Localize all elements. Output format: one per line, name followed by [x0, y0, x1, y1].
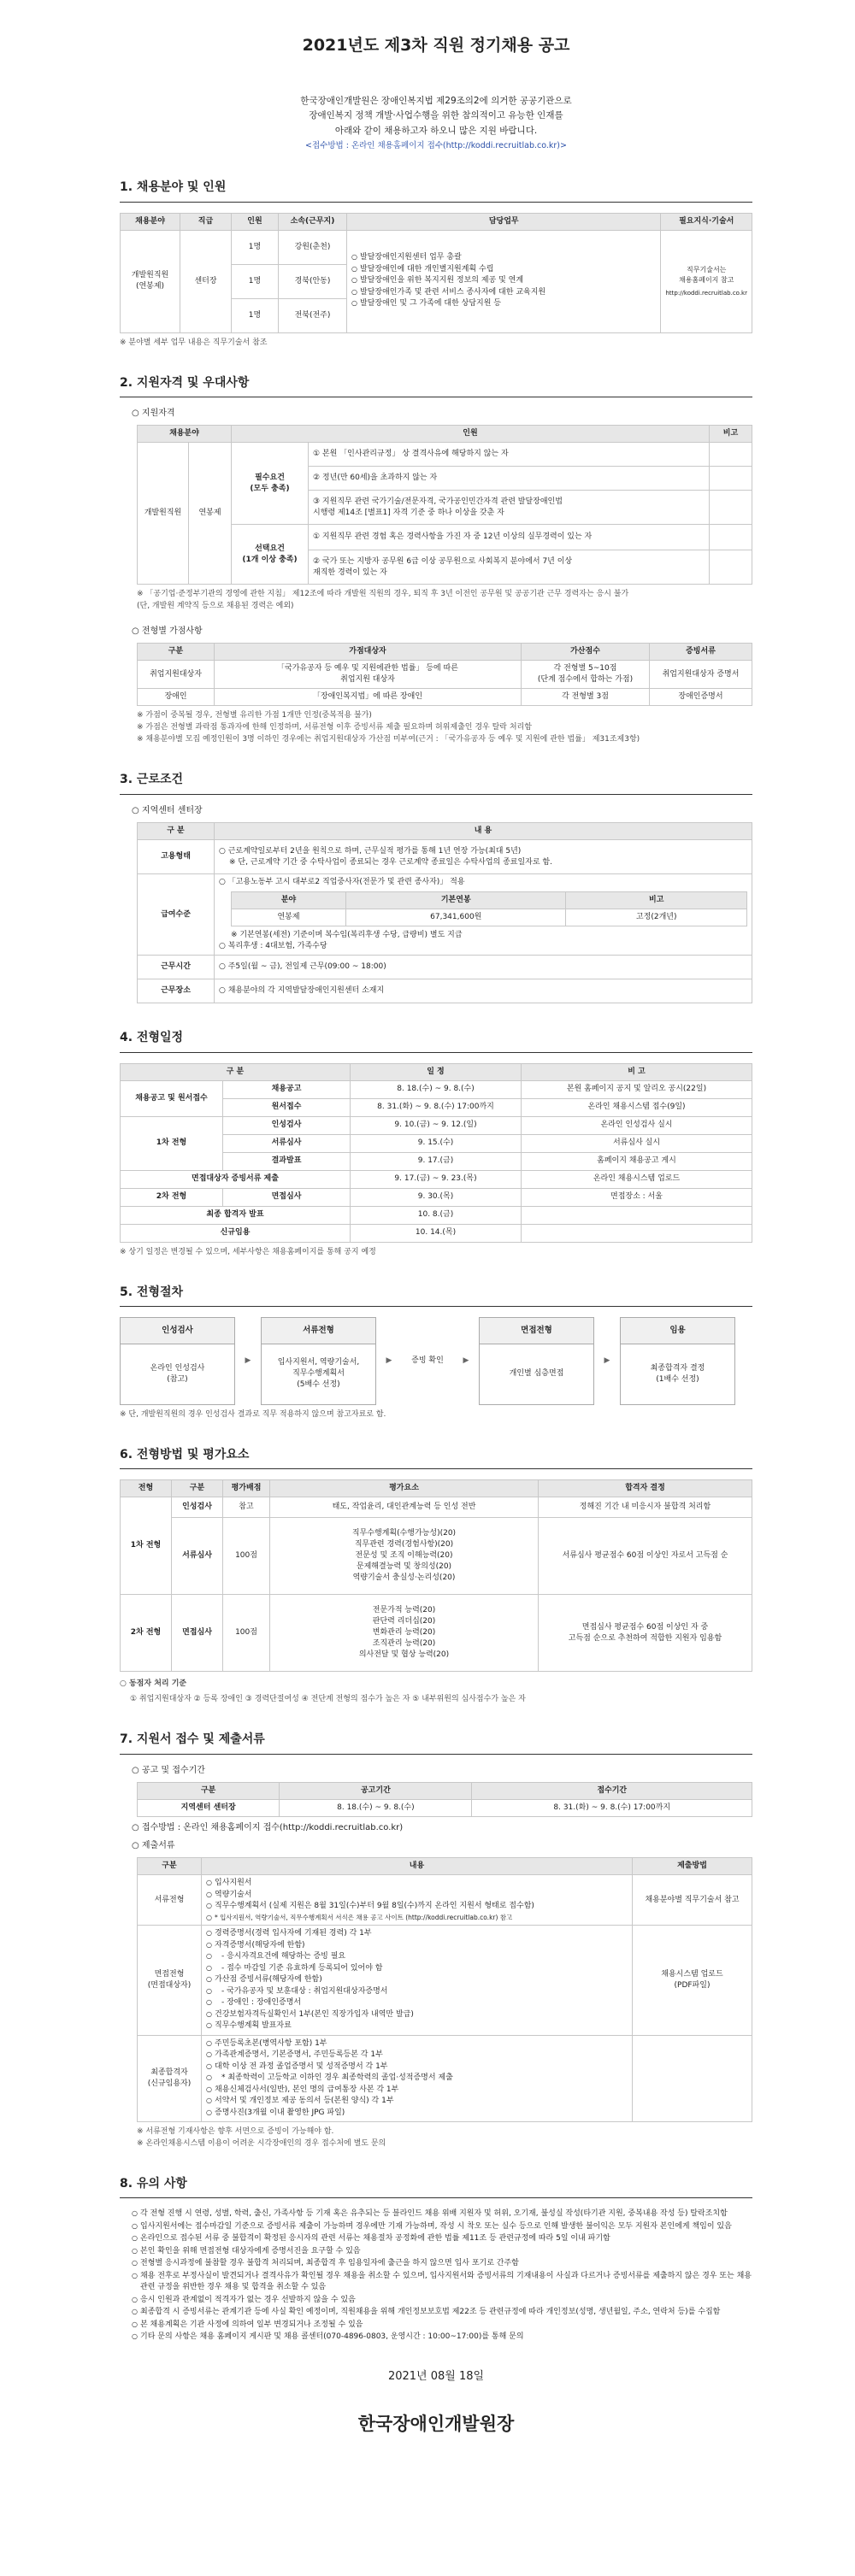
- documents-table: [137, 1857, 752, 2122]
- list-item: ○ 본 채용계획은 기관 사정에 의하여 일부 변경되거나 조정될 수 있음: [132, 2320, 752, 2332]
- td: 고정(2개년): [566, 909, 747, 926]
- td: [522, 1206, 752, 1224]
- th: 가산점수: [522, 644, 650, 661]
- evaluation-table: [120, 1479, 752, 1672]
- list-item: ○ - 국가유공자 및 보훈대상 : 취업지원대상자증명서: [206, 1986, 628, 1998]
- td: [202, 2035, 633, 2122]
- note: ○ 동점자 처리 기준: [120, 1679, 187, 1689]
- list-item: ○ 채용신체검사서(일반), 본인 명의 급여통장 사본 각 1부: [206, 2085, 628, 2097]
- td: 각 전형별 5~10점 (단계 점수에서 합하는 가점): [522, 661, 650, 689]
- th: 일 정: [351, 1063, 522, 1080]
- td: 면접장소 : 서울: [522, 1188, 752, 1206]
- td: ○ 주5일(월 ~ 금), 전일제 근무(09:00 ~ 18:00): [215, 956, 752, 979]
- section-8-title: 8. 유의 사항: [120, 2175, 752, 2198]
- th: 소속(근무지): [279, 213, 347, 230]
- pay-table: [231, 891, 747, 926]
- td: ① 본원 「인사관리규정」 상 결격사유에 해당하지 않는 자: [309, 443, 710, 467]
- step-box: [120, 1317, 235, 1405]
- step-body: 입사지원서, 역량기술서, 직무수행계획서 (5배수 선정): [277, 1358, 360, 1390]
- skill-note: 직무기술서는 채용홈페이지 참고: [679, 266, 734, 284]
- verify-step: 증빙 확인: [411, 1356, 444, 1365]
- intro-line: 아래와 같이 채용하고자 하오니 많은 지원 바랍니다.: [334, 126, 538, 137]
- text: ○ 근로계약일로부터 2년을 원칙으로 하며, 근무실적 평가를 통해 1년 연장 가능(최대 5년): [219, 846, 522, 856]
- section-1-title: 1. 채용분야 및 인원: [120, 179, 752, 202]
- td: 8. 18.(수) ~ 9. 8.(수): [280, 1800, 472, 1817]
- td: 연봉제: [189, 443, 232, 585]
- list-item: ○ 주민등록초본(병역사항 포함) 1부: [206, 2038, 628, 2050]
- td: ① 지원직무 관련 경험 혹은 경력사항을 가진 자 중 12년 이상의 실무경력이 있는 자: [309, 525, 710, 550]
- td: 참고: [223, 1497, 270, 1518]
- step-title: 인성검사: [121, 1318, 234, 1344]
- step-body: 최종합격자 결정 (1배수 선정): [650, 1363, 705, 1384]
- td: ○ 채용분야의 각 지역발달장애인지원센터 소재지: [215, 979, 752, 1003]
- organization-name: 한국장애인개발원장: [357, 2413, 515, 2434]
- td: 강원(춘천): [279, 230, 347, 264]
- arrow-icon: ▶: [604, 1356, 610, 1365]
- step-title: 임용: [621, 1318, 734, 1344]
- td: [710, 467, 752, 491]
- arrow-icon: ▶: [386, 1356, 392, 1365]
- subheading: ○ 전형별 가점사항: [132, 626, 752, 638]
- list-item: ○ 응시 인원과 관계없이 적격자가 없는 경우 선발하지 않을 수 있음: [132, 2295, 752, 2307]
- td: 근무시간: [138, 956, 215, 979]
- td: 면접심사: [223, 1188, 351, 1206]
- td: 채용공고: [223, 1080, 351, 1098]
- note: ※ 가점이 중복될 경우, 전형별 유리한 가점 1개만 인정(중복적용 불가): [137, 711, 372, 720]
- note: ※ 분야별 세부 업무 내용은 직무기술서 참조: [120, 338, 268, 347]
- td: 결과발표: [223, 1152, 351, 1170]
- th: 내 용: [215, 823, 752, 840]
- td: 9. 15.(수): [351, 1134, 522, 1152]
- section-7-title: 7. 지원서 접수 및 제출서류: [120, 1731, 752, 1754]
- th: 분야: [232, 892, 346, 909]
- td: 67,341,600원: [346, 909, 566, 926]
- period-table: [137, 1782, 752, 1817]
- text: ○ 「고용노동부 고시 대부로2 직업중사자(전문가 및 관련 종사자)」 적용: [219, 878, 465, 887]
- th: 직급: [180, 213, 232, 230]
- skill-url[interactable]: http://koddi.recruitlab.co.kr: [665, 289, 747, 297]
- td: 1명: [232, 264, 279, 298]
- note: ① 취업지원대상자 ② 등록 장애인 ③ 경력단절여성 ④ 전단계 전형의 점수가 높은 자 ⑤ 내부위원의 심사점수가 높은 자: [130, 1695, 526, 1704]
- th: 기본연봉: [346, 892, 566, 909]
- td: 채용시스템 업로드 (PDF파일): [633, 1926, 752, 2036]
- step-box: [261, 1317, 376, 1405]
- td: 선택요건 (1개 이상 충족): [232, 525, 309, 585]
- step-body: 온라인 인성검사 (참고): [150, 1363, 205, 1384]
- subheading: ○ 공고 및 접수기간: [132, 1765, 752, 1778]
- td: 9. 30.(목): [351, 1188, 522, 1206]
- th: 구분: [138, 644, 215, 661]
- td: 개발원직원: [138, 443, 189, 585]
- td: [710, 491, 752, 525]
- list-item: ○ 최종합격 시 증빙서류는 관계기관 등에 사실 확인 예정이며, 직원채용을 위해 개인정보보호법 제22조 등 관련규정에 따라 개인정보(성명, 생년월일, 주소, 연락처 등)를 수집함: [132, 2307, 752, 2319]
- section-4-title: 4. 전형일정: [120, 1029, 752, 1052]
- td: 태도, 작업윤리, 대인관계능력 등 인성 전반: [270, 1497, 539, 1518]
- td: 8. 31.(화) ~ 9. 8.(수) 17:00까지: [472, 1800, 752, 1817]
- td: 연봉제: [232, 909, 346, 926]
- td: 면접전형 (면접대상자): [138, 1926, 202, 2036]
- td: 장애인증명서: [650, 689, 752, 706]
- list-item: ○ 경력증명서(경력 입사자에 기재된 경력) 각 1부: [206, 1928, 628, 1940]
- td: 10. 14.(목): [351, 1224, 522, 1242]
- list-item: ○ 본인 확인을 위해 면접전형 대상자에게 증명서진을 요구할 수 있음: [132, 2246, 752, 2258]
- notes-list: [132, 2208, 752, 2344]
- td: 2차 전형: [121, 1188, 223, 1206]
- list-item: ○ - 응시자격요건에 해당하는 증빙 필요: [206, 1951, 628, 1963]
- step-title: 서류전형: [262, 1318, 375, 1344]
- process-flow: [120, 1317, 752, 1405]
- th: 구 분: [121, 1063, 351, 1080]
- td: [202, 1875, 633, 1926]
- th: 전형: [121, 1480, 172, 1497]
- th: 평가배점: [223, 1480, 270, 1497]
- th: 가점대상자: [215, 644, 522, 661]
- td: 1명: [232, 298, 279, 332]
- td: 100점: [223, 1595, 270, 1672]
- td: [710, 525, 752, 550]
- qualification-table: [137, 425, 752, 585]
- conditions-table: [137, 822, 752, 1003]
- td: 9. 10.(금) ~ 9. 12.(일): [351, 1116, 522, 1134]
- th: 비고: [710, 426, 752, 443]
- td: 면접심사 평균점수 60점 이상인 자 중 고득점 순으로 추천하여 적합한 지원자 임용함: [539, 1595, 752, 1672]
- section-5-title: 5. 전형절차: [120, 1284, 752, 1307]
- td: 급여수준: [138, 874, 215, 956]
- section-2-title: 2. 지원자격 및 우대사항: [120, 374, 752, 397]
- list-item: ○ - 장애인 : 장애인증명서: [206, 1997, 628, 2009]
- th: 구분: [138, 1858, 202, 1875]
- td: 원서접수: [223, 1098, 351, 1116]
- td: 8. 31.(화) ~ 9. 8.(수) 17:00까지: [351, 1098, 522, 1116]
- td: [215, 840, 752, 874]
- th: 인원: [232, 426, 710, 443]
- list-item: ○ 직무수행계획 발표자료: [206, 2020, 628, 2032]
- list-item: ○ 역량기술서: [206, 1890, 628, 1902]
- td: [710, 550, 752, 585]
- list-item: ○ 발달장애인 및 그 가족에 대한 상담지원 등: [351, 298, 656, 310]
- section-6-title: 6. 전형방법 및 평가요소: [120, 1446, 752, 1469]
- td: 지역센터 센터장: [138, 1800, 280, 1817]
- td: ② 정년(만 60세)을 초과하지 않는 자: [309, 467, 710, 491]
- td: 서류심사 실시: [522, 1134, 752, 1152]
- subheading: ○ 지원자격: [132, 408, 752, 421]
- td: 각 전형별 3점: [522, 689, 650, 706]
- th: 채용분야: [121, 213, 180, 230]
- list-item: ○ 직무수행계획서 (실제 지원은 8월 31일(수)부터 9월 8일(수)까지 온라인 지원서 형태로 접수함): [206, 1901, 628, 1913]
- intro-line: 한국장애인개발원은 장애인복지법 제29조의2에 의거한 공공기관으로: [300, 95, 572, 106]
- td: 1차 전형: [121, 1497, 172, 1595]
- td: 취업지원대상자: [138, 661, 215, 689]
- td: 고용형태: [138, 840, 215, 874]
- list-item: ○ 입사지원서에는 접수마감일 기준으로 증빙서류 제출이 가능하며 경우에만 기재 가능하며, 작성 시 착오 또는 실수 등으로 인해 발생한 불이익은 모두 지원자 본인에게 책임이 있음: [132, 2221, 752, 2233]
- th: 내용: [202, 1858, 633, 1875]
- td: 1차 전형: [121, 1116, 223, 1170]
- list-item: ○ 발달장애인가족 및 관련 서비스 종사자에 대한 교육지원: [351, 287, 656, 299]
- list-item: ○ 각 전형 진행 시 연령, 성별, 학력, 출신, 가족사항 등 기재 혹은 유추되는 등 블라인드 채용 위배 지원자 및 허위, 오기재, 불성실 작성(타기관 지원, 중복내용 작성 등) 탈락조치함: [132, 2208, 752, 2220]
- schedule-table: [120, 1063, 752, 1243]
- td: 온라인 채용시스템 업로드: [522, 1170, 752, 1188]
- list-item: ○ 가족관계증명서, 기본증명서, 주민등록등본 각 1부: [206, 2050, 628, 2061]
- td: 본원 홈페이지 공지 및 알리오 공시(22일): [522, 1080, 752, 1098]
- td: 직무수행계획(수행가능성)(20) 직무관련 경력(경험사항)(20) 전문성 및 조직 이해능력(20) 문제해결능력 및 창의성(20) 역량기술서 충실성·논리성(20): [270, 1518, 539, 1595]
- note: ※ 가점은 전형별 과락점 통과자에 한해 인정하며, 서류전형 이후 증빙서류 제출 필요하며 허위제출인 경우 탈락 처리함: [137, 723, 532, 732]
- list-item: ○ * 최종학력이 고등학교 이하인 경우 최종학력의 졸업·성적증명서 제출: [206, 2073, 628, 2085]
- arrow-icon: ▶: [463, 1356, 469, 1365]
- td: 「장애인복지법」에 따른 장애인: [215, 689, 522, 706]
- subheading[interactable]: ○ 접수방법 : 온라인 채용홈페이지 접수(http://koddi.recruitlab.co.kr): [132, 1822, 752, 1835]
- issue-date: 2021년 08월 18일: [387, 2369, 485, 2383]
- td: 서류전형: [138, 1875, 202, 1926]
- points-table: [137, 643, 752, 706]
- td: 최종 합격자 발표: [121, 1206, 351, 1224]
- step-box: [479, 1317, 594, 1405]
- duties-cell: [347, 230, 661, 332]
- td: [522, 1224, 752, 1242]
- td: 필수요건 (모두 충족): [232, 443, 309, 525]
- list-item: ○ 증명사진(3개월 이내 촬영한 JPG 파일): [206, 2108, 628, 2120]
- section-3-title: 3. 근로조건: [120, 771, 752, 794]
- list-item: ○ 전형별 응시과정에 불참할 경우 불합격 처리되며, 최종합격 후 임용일자에 출근을 하지 않으면 입사 포기로 간주함: [132, 2258, 752, 2270]
- th: 구 분: [138, 823, 215, 840]
- list-item: ○ 온라인으로 접수된 서류 중 불합격이 확정된 응시자의 관련 서류는 채용절차 공정화에 관한 법률 제11조 등 관련규정에 따라 5일 이내 파기함: [132, 2233, 752, 2245]
- td: 전북(전주): [279, 298, 347, 332]
- list-item: ○ 발달장애인지원센터 업무 총괄: [351, 252, 656, 264]
- skill-cell: [661, 230, 752, 332]
- note: ※ 채용분야별 모집 예정인원이 3명 이하인 경우에는 취업지원대상자 가산점 미부여(근거 : 「국가유공자 등 예우 및 지원에 관한 법률」 제31조제3항): [137, 735, 640, 744]
- td: 서류심사 평균점수 60점 이상인 자로서 고득점 순: [539, 1518, 752, 1595]
- td: [215, 874, 752, 956]
- td: ② 국가 또는 지방자 공무원 6급 이상 공무원으로 사회복지 분야에서 7년 이상 재직한 경력이 있는 자: [309, 550, 710, 585]
- th: 필요지식·기술서: [661, 213, 752, 230]
- list-item: ○ 대학 이상 전 과정 졸업증명서 및 성적증명서 각 1부: [206, 2061, 628, 2073]
- td: 채용공고 및 원서접수: [121, 1080, 223, 1116]
- td: 2차 전형: [121, 1595, 172, 1672]
- td: 온라인 채용시스템 접수(9일): [522, 1098, 752, 1116]
- td: ③ 지원직무 관련 국가기술/전문자격, 국가공인민간자격 관련 발달장애인법 시행령 제14조 [별표1] 자격 기준 중 하나 이상을 갖춘 자: [309, 491, 710, 525]
- th: 담당업무: [347, 213, 661, 230]
- recruit-table: [120, 213, 752, 333]
- td: 서류심사: [223, 1134, 351, 1152]
- step-box: [620, 1317, 735, 1405]
- page-title: 2021년도 제3차 직원 정기채용 공고: [302, 36, 570, 55]
- list-item: ○ 발달장애인을 위한 복지지원 정보의 제공 및 연계: [351, 275, 656, 287]
- td: [202, 1926, 633, 2036]
- td: 온라인 인성검사 실시: [522, 1116, 752, 1134]
- note: ※ 서류전형 기재사항은 향후 서면으로 증빙이 가능해야 함.: [137, 2127, 334, 2137]
- subheading: ○ 지역센터 센터장: [132, 805, 752, 818]
- list-item: ○ 서약서 및 개인정보 제공 동의서 등(본원 양식) 각 1부: [206, 2096, 628, 2108]
- td: 8. 18.(수) ~ 9. 8.(수): [351, 1080, 522, 1098]
- td: 개발원직원 (연봉제): [121, 230, 180, 332]
- td: 홈페이지 채용공고 게시: [522, 1152, 752, 1170]
- note: ※ 상기 일정은 변경될 수 있으며, 세부사항은 채용홈페이지를 통해 공지 예정: [120, 1247, 376, 1256]
- list-item: ○ 발달장애인에 대한 개인별지원계획 수립: [351, 264, 656, 276]
- td: 1명: [232, 230, 279, 264]
- th: 증빙서류: [650, 644, 752, 661]
- td: 면접대상자 증빙서류 제출: [121, 1170, 351, 1188]
- td: 9. 17.(금) ~ 9. 23.(목): [351, 1170, 522, 1188]
- th: 공고기간: [280, 1783, 472, 1800]
- td: 채용분야별 직무기술서 참고: [633, 1875, 752, 1926]
- text: ※ 기본연봉(세전) 기준이며 복수임(복리후생 수당, 급량비) 별도 지급: [231, 931, 463, 940]
- th: 합격자 결정: [539, 1480, 752, 1497]
- td: 인성검사: [172, 1497, 223, 1518]
- td: 인성검사: [223, 1116, 351, 1134]
- th: 비고: [566, 892, 747, 909]
- intro: [120, 94, 752, 154]
- td: 9. 17.(금): [351, 1152, 522, 1170]
- td: 최종합격자 (신규임용자): [138, 2035, 202, 2122]
- td: [710, 443, 752, 467]
- th: 채용분야: [138, 426, 232, 443]
- list-item: ○ 채용 전후로 부정사실이 발견되거나 결격사유가 확인될 경우 채용을 취소할 수 있으며, 입사지원서와 증빙서류의 기재내용이 사실과 다르거나 증빙서류를 제출하지 않은 경우 또는 채용 관련 규정을 위반한 경우 채용 및 합격을 취소할 수 있음: [132, 2271, 752, 2294]
- td: [633, 2035, 752, 2122]
- list-item: ○ 기타 문의 사항은 채용 홈페이지 게시판 및 채용 콜센터(070-4896-0803, 운영시간 : 10:00~17:00)를 통해 문의: [132, 2332, 752, 2344]
- note: ※ 온라인채용시스템 이용이 어려운 시각장애인의 경우 접수처에 별도 문의: [137, 2139, 386, 2149]
- td: 100점: [223, 1518, 270, 1595]
- list-item: ○ * 입사지원서, 역량기술서, 직무수행계획서 서식은 채용 공고 사이트 (http://koddi.recruitlab.co.kr) 참고: [206, 1913, 628, 1922]
- text: ○ 복리후생 : 4대보험, 가족수당: [219, 942, 327, 951]
- td: 정해진 기간 내 미응시자 불합격 처리함: [539, 1497, 752, 1518]
- th: 비 고: [522, 1063, 752, 1080]
- td: 10. 8.(금): [351, 1206, 522, 1224]
- note: ※ 단, 개발원직원의 경우 인성검사 결과로 직무 적용하지 않으며 참고자료로 함.: [120, 1409, 386, 1419]
- td: 센터장: [180, 230, 232, 332]
- text: ※ 단, 근로계약 기간 중 수탁사업이 종료되는 경우 근로계약 종료일은 수탁사업의 종료일자로 함.: [229, 857, 552, 867]
- td: 면접심사: [172, 1595, 223, 1672]
- th: 구분: [172, 1480, 223, 1497]
- apply-link[interactable]: <접수방법 : 온라인 채용홈페이지 접수(http://koddi.recruitlab.co.kr)>: [305, 141, 567, 151]
- td: 근무장소: [138, 979, 215, 1003]
- note: ※ 「공기업·준정부기관의 경영에 관한 지침」 제12조에 따라 개발원 직원의 경우, 퇴직 후 3년 이전인 공무원 및 공공기관 근무 경력자는 응시 불가 (단, 개발원 계약직 등으로 채용된 경력은 예외): [137, 590, 629, 610]
- th: 인원: [232, 213, 279, 230]
- intro-line: 장애인복지 정책 개발·사업수행을 위한 참의적이고 유능한 인재를: [309, 110, 563, 121]
- list-item: ○ 자격증명서(해당자에 한함): [206, 1940, 628, 1952]
- th: 접수기간: [472, 1783, 752, 1800]
- th: 구분: [138, 1783, 280, 1800]
- td: 장애인: [138, 689, 215, 706]
- th: 평가요소: [270, 1480, 539, 1497]
- td: 취업지원대상자 증명서: [650, 661, 752, 689]
- td: 신규임용: [121, 1224, 351, 1242]
- td: 전문가적 능력(20) 판단력 리더십(20) 변화관리 능력(20) 조직관리 능력(20) 의사전달 및 협상 능력(20): [270, 1595, 539, 1672]
- arrow-icon: ▶: [245, 1356, 251, 1365]
- list-item: ○ - 접수 마감일 기준 유효하게 등록되어 있어야 함: [206, 1963, 628, 1975]
- subheading: ○ 제출서류: [132, 1840, 752, 1853]
- td: 경북(안동): [279, 264, 347, 298]
- td: 「국가유공자 등 예우 및 지원에관한 법률」 등에 따른 취업지원 대상자: [215, 661, 522, 689]
- list-item: ○ 가산점 증빙서류(해당자에 한함): [206, 1974, 628, 1986]
- td: 서류심사: [172, 1518, 223, 1595]
- list-item: ○ 입사지원서: [206, 1878, 628, 1890]
- step-title: 면접전형: [480, 1318, 593, 1344]
- th: 제출방법: [633, 1858, 752, 1875]
- list-item: ○ 건강보험자격득실확인서 1부(본인 직장가입자 내역만 발급): [206, 2009, 628, 2021]
- step-body: 개인별 심층면접: [509, 1369, 564, 1379]
